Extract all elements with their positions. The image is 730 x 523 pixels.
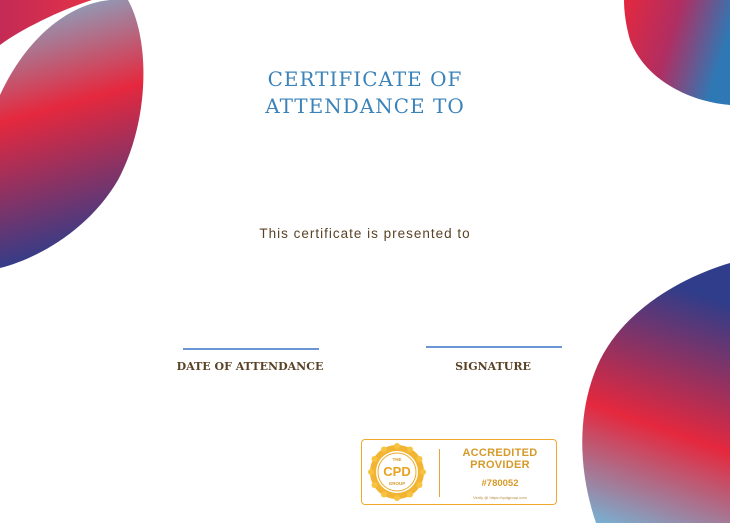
title-line-1: CERTIFICATE OF xyxy=(267,67,463,91)
accredited-label: ACCREDITED xyxy=(462,447,538,459)
date-of-attendance-label: DATE OF ATTENDANCE xyxy=(176,360,324,373)
svg-text:THE: THE xyxy=(392,457,402,462)
verify-url: Verify @ https://cpdgroup.com xyxy=(473,495,527,500)
svg-text:CPD: CPD xyxy=(383,464,411,479)
signature-line xyxy=(426,346,562,348)
presented-to-text: This certificate is presented to xyxy=(259,226,471,241)
date-signature-line xyxy=(183,348,319,350)
top-left-swoosh xyxy=(0,0,143,268)
provider-number: #780052 xyxy=(481,478,519,489)
cpd-accredited-badge xyxy=(361,439,557,505)
provider-label: PROVIDER xyxy=(470,459,530,471)
signature-label: SIGNATURE xyxy=(455,360,531,373)
svg-text:GROUP: GROUP xyxy=(388,481,406,486)
cpd-seal-icon xyxy=(368,443,426,501)
accredited-provider-text xyxy=(442,447,558,471)
title-line-2: ATTENDANCE TO xyxy=(265,94,465,118)
certificate-title xyxy=(215,66,515,120)
bottom-right-shape xyxy=(582,263,730,523)
top-right-shape xyxy=(624,0,730,105)
badge-divider xyxy=(439,449,440,497)
